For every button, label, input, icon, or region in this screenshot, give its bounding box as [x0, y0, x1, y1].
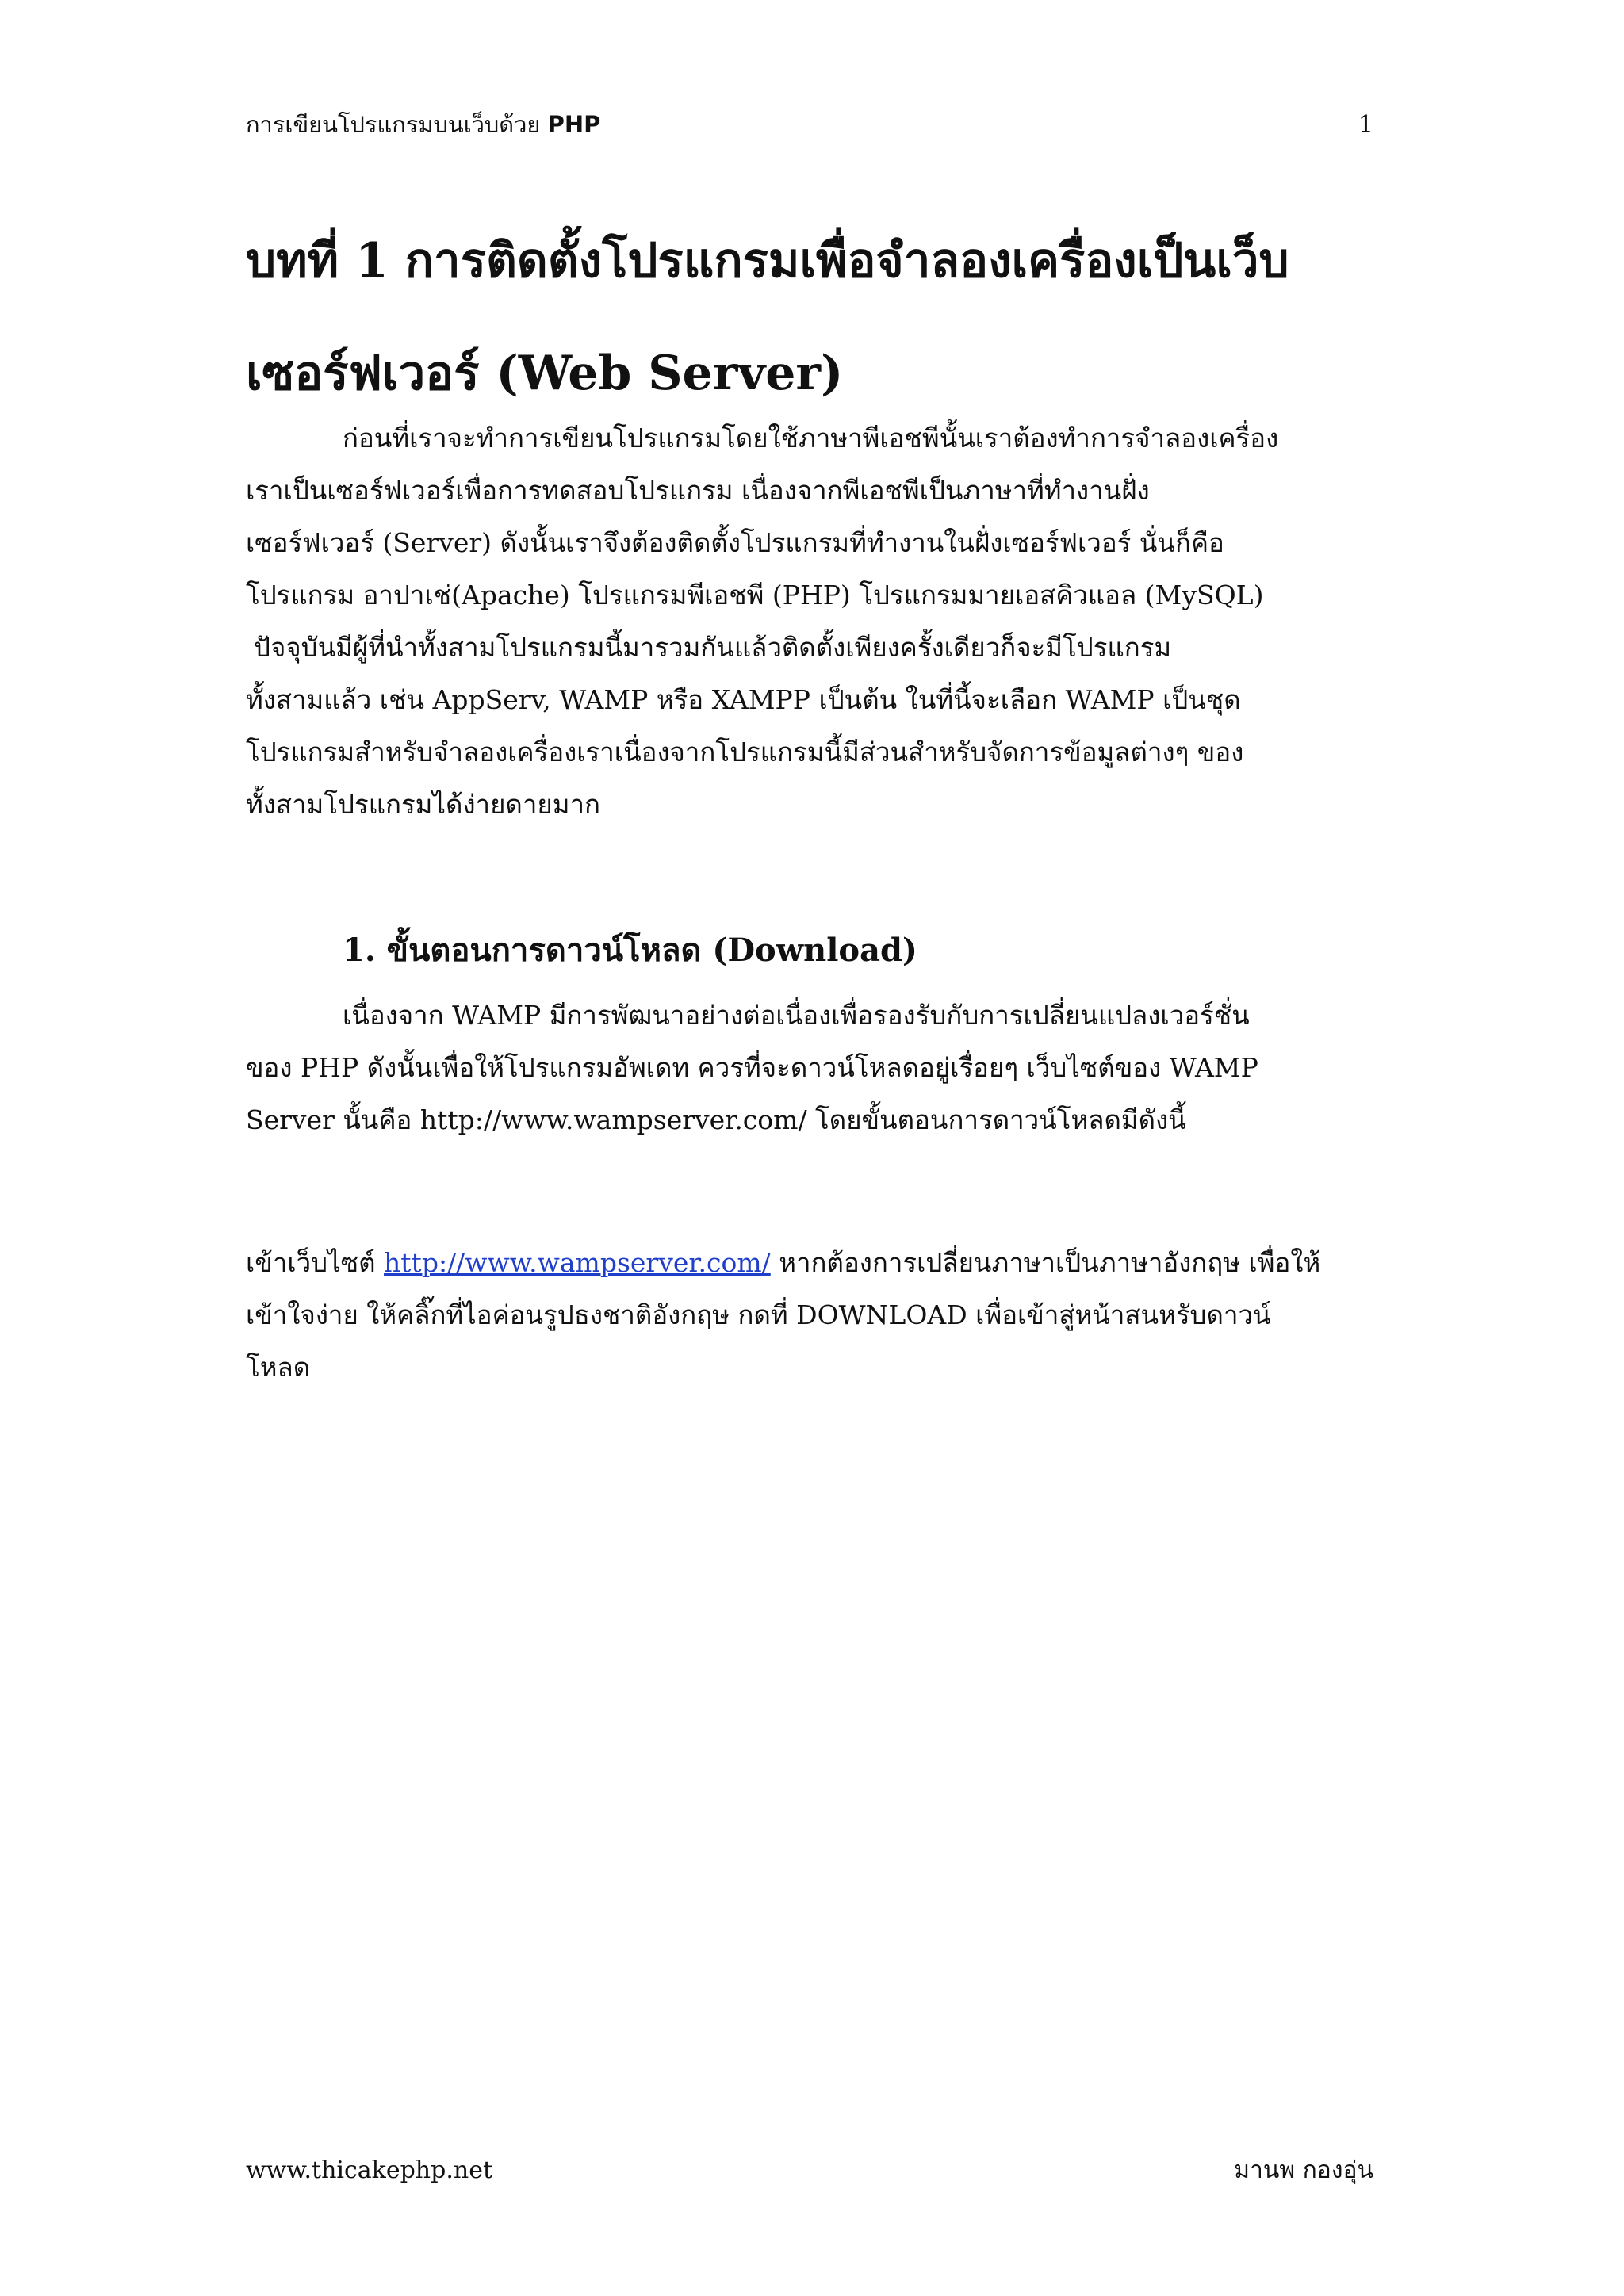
header-book-title: [246, 106, 600, 143]
page-header: [246, 105, 1373, 144]
visit-line-1: [246, 1237, 1377, 1289]
intro-line: โปรแกรมสำหรับจำลองเครื่องเราเนื่องจากโปรแกรมนี้มีส่วนสำหรับจัดการข้อมูลต่างๆ ของ: [246, 737, 1244, 767]
visit-line-2: เข้าใจง่าย ให้คลิ๊กที่ไอค่อนรูปธงชาติอังกฤษ กดที่ DOWNLOAD เพื่อเข้าสู่หน้าสนหรับดาวน์: [246, 1299, 1271, 1330]
intro-paragraph: [246, 412, 1377, 831]
footer-website: www.thicakephp.net: [246, 2156, 493, 2184]
intro-line: เราเป็นเซอร์ฟเวอร์เพื่อการทดสอบโปรแกรม เนื่องจากพีเอชพีเป็นภาษาที่ทำงานฝั่ง: [246, 475, 1150, 506]
page-number: 1: [1358, 110, 1373, 139]
header-title-brand: PHP: [547, 111, 601, 138]
visit-paragraph: [246, 1237, 1377, 1394]
visit-suffix: หากต้องการเปลี่ยนภาษาเป็นภาษาอังกฤษ เพื่อให้: [770, 1247, 1321, 1278]
download-line: เนื่องจาก WAMP มีการพัฒนาอย่างต่อเนื่องเพื่อรองรับกับการเปลี่ยนแปลงเวอร์ชั่น: [343, 1000, 1250, 1031]
intro-line: ก่อนที่เราจะทำการเขียนโปรแกรมโดยใช้ภาษาพีเอชพีนั้นเราต้องทำการจำลองเครื่อง: [343, 423, 1279, 453]
intro-line: ปัจจุบันมีผู้ที่นำทั้งสามโปรแกรมนี้มารวมกันแล้วติดตั้งเพียงครั้งเดียวก็จะมีโปรแกรม: [254, 632, 1172, 663]
header-title-text: การเขียนโปรแกรมบนเว็บด้วย: [246, 111, 541, 138]
intro-line: ทั้งสามแล้ว เช่น AppServ, WAMP หรือ XAMPP เป็นต้น ในที่นี้จะเลือก WAMP เป็นชุด: [246, 684, 1241, 715]
visit-line-3: โหลด: [246, 1352, 311, 1383]
intro-line: ทั้งสามโปรแกรมได้ง่ายดายมาก: [246, 789, 600, 820]
footer-author: มานพ กองอุ่น: [1234, 2156, 1373, 2184]
chapter-title-line-1: บทที่ 1 การติดตั้งโปรแกรมเพื่อจำลองเครื่องเป็นเว็บ: [246, 233, 1289, 289]
download-paragraph: [246, 989, 1377, 1146]
download-line: Server นั้นคือ http://www.wampserver.com/ โดยขั้นตอนการดาวน์โหลดมีดังนี้: [246, 1104, 1186, 1135]
wampserver-link[interactable]: http://www.wampserver.com/: [384, 1247, 771, 1278]
intro-line: โปรแกรม อาปาเช่(Apache) โปรแกรมพีเอชพี (PHP) โปรแกรมมายเอสคิวแอล (MySQL): [246, 580, 1264, 610]
download-line: ของ PHP ดังนั้นเพื่อให้โปรแกรมอัพเดท ควรที่จะดาวน์โหลดอยู่เรื่อยๆ เว็บไซต์ของ WAMP: [246, 1052, 1258, 1083]
chapter-title-line-2: เซอร์ฟเวอร์ (Web Server): [246, 346, 844, 401]
visit-prefix: เข้าเว็บไซต์: [246, 1247, 385, 1278]
page-footer: [246, 2150, 1373, 2190]
intro-line: เซอร์ฟเวอร์ (Server) ดังนั้นเราจึงต้องติดตั้งโปรแกรมที่ทำงานในฝั่งเซอร์ฟเวอร์ นั่นก็คือ: [246, 527, 1224, 558]
section-heading-download: 1. ขั้นตอนการดาวน์โหลด (Download): [343, 932, 917, 969]
chapter-title: [246, 205, 1388, 430]
